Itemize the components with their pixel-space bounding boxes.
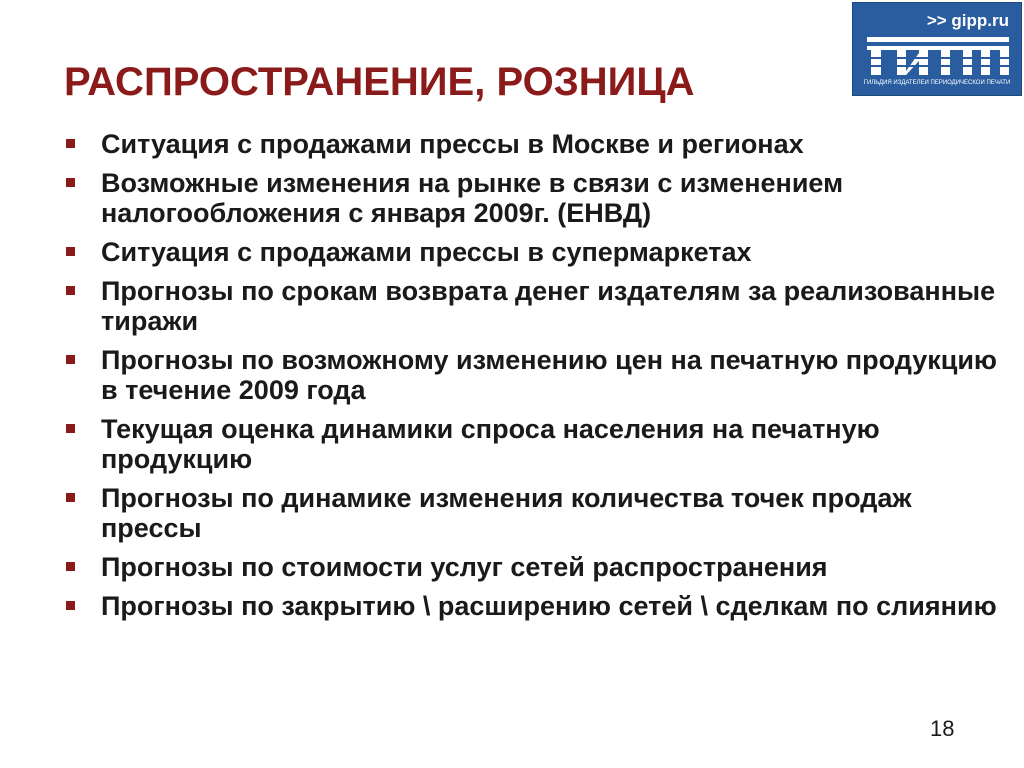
page-number: 18 [930, 716, 955, 741]
bullet-text: Ситуация с продажами прессы в супермаркетах [101, 237, 752, 267]
bullet-item [64, 414, 1008, 474]
square-bullet-icon [66, 139, 75, 148]
bullet-item [64, 483, 1008, 543]
bullet-item [64, 237, 1008, 267]
logo-caption: ГИЛЬДИЯ ИЗДАТЕЛЕЙ ПЕРИОДИЧЕСКОЙ ПЕЧАТИ [863, 80, 1011, 86]
bullet-item [64, 276, 1008, 336]
slide-title: РАСПРОСТРАНЕНИЕ, РОЗНИЦА [64, 60, 695, 104]
bullet-list [64, 129, 1008, 630]
square-bullet-icon [66, 247, 75, 256]
bullet-text: Ситуация с продажами прессы в Москве и регионах [101, 129, 804, 159]
square-bullet-icon [66, 562, 75, 571]
bullet-text: Прогнозы по закрытию \ расширению сетей \ сделкам по слиянию [101, 591, 997, 621]
bullet-text: Возможные изменения на рынке в связи с изменением налогообложения с января 2009г. (ЕНВД) [101, 168, 844, 228]
square-bullet-icon [66, 286, 75, 295]
bullet-item [64, 168, 1008, 228]
bullet-item [64, 591, 1008, 621]
square-bullet-icon [66, 601, 75, 610]
square-bullet-icon [66, 355, 75, 364]
bullet-text: Текущая оценка динамики спроса населения на печатную продукцию [101, 414, 880, 474]
gipp-logo[interactable] [852, 2, 1022, 96]
bullet-item [64, 345, 1008, 405]
bullet-text: Прогнозы по динамике изменения количества точек продаж прессы [101, 483, 912, 543]
square-bullet-icon [66, 424, 75, 433]
bullet-item [64, 552, 1008, 582]
bullet-text: Прогнозы по срокам возврата денег издателям за реализованные тиражи [101, 276, 996, 336]
gipp-logo-mark-icon [867, 37, 1009, 75]
bullet-text: Прогнозы по стоимости услуг сетей распространения [101, 552, 828, 582]
bullet-text: Прогнозы по возможному изменению цен на печатную продукцию в течение 2009 года [101, 345, 997, 405]
logo-url-text: >> gipp.ru [926, 11, 1009, 30]
bullet-item [64, 129, 1008, 159]
square-bullet-icon [66, 178, 75, 187]
square-bullet-icon [66, 493, 75, 502]
